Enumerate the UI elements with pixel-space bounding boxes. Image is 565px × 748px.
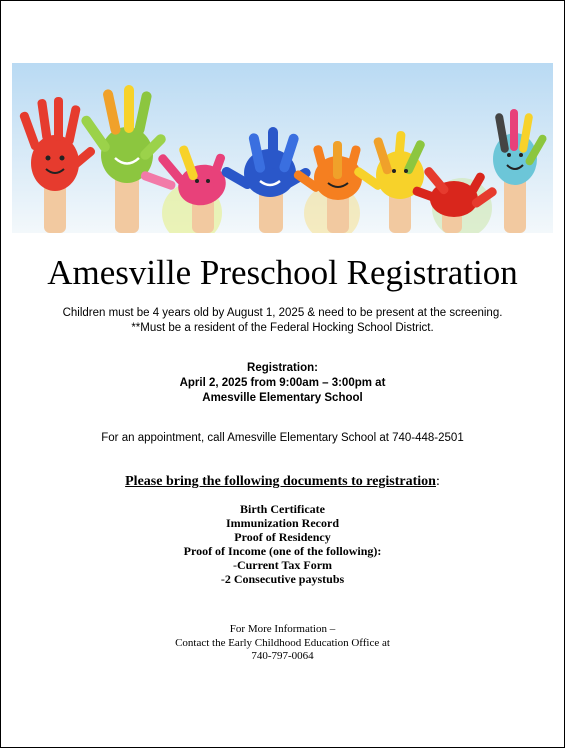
more-info-phone: 740-797-0064	[251, 650, 314, 662]
sub-list-item	[1, 558, 564, 572]
registration-date: April 2, 2025 from 9:00am – 3:00pm at	[179, 377, 386, 389]
eligibility-note	[1, 306, 564, 336]
documents-heading-text: Please bring the following documents to registration	[125, 474, 436, 489]
sub-item-text: Current Tax Form	[236, 558, 333, 572]
more-info-contact: Contact the Early Childhood Education Office at	[175, 636, 390, 649]
sub-list-item	[1, 572, 564, 586]
more-info	[1, 623, 564, 664]
documents-list	[1, 502, 564, 586]
sub-item-text: 2 Consecutive paystubs	[224, 572, 345, 586]
registration-info	[1, 361, 564, 406]
documents-heading-colon: :	[435, 474, 440, 489]
registration-location: Amesville Elementary School	[202, 392, 363, 404]
registration-heading: Registration:	[247, 362, 318, 374]
list-item: Birth Certificate	[240, 502, 325, 516]
residency-requirement: **Must be a resident of the Federal Hocking School District.	[131, 322, 434, 334]
list-item: Immunization Record	[226, 516, 339, 530]
painted-hands-banner	[12, 63, 553, 233]
documents-heading	[1, 473, 564, 491]
sub-item-dash: -	[232, 558, 237, 572]
list-item: Proof of Residency	[234, 530, 331, 544]
list-item: Proof of Income (one of the following):	[183, 544, 382, 558]
page-title: Amesville Preschool Registration	[47, 253, 518, 292]
more-info-heading: For More Information –	[229, 623, 336, 635]
sub-item-dash: -	[220, 572, 225, 586]
age-requirement: Children must be 4 years old by August 1, 2025 & need to be present at the screening.	[62, 307, 503, 319]
appointment-info: For an appointment, call Amesville Elementary School at 740-448-2501	[101, 432, 464, 444]
